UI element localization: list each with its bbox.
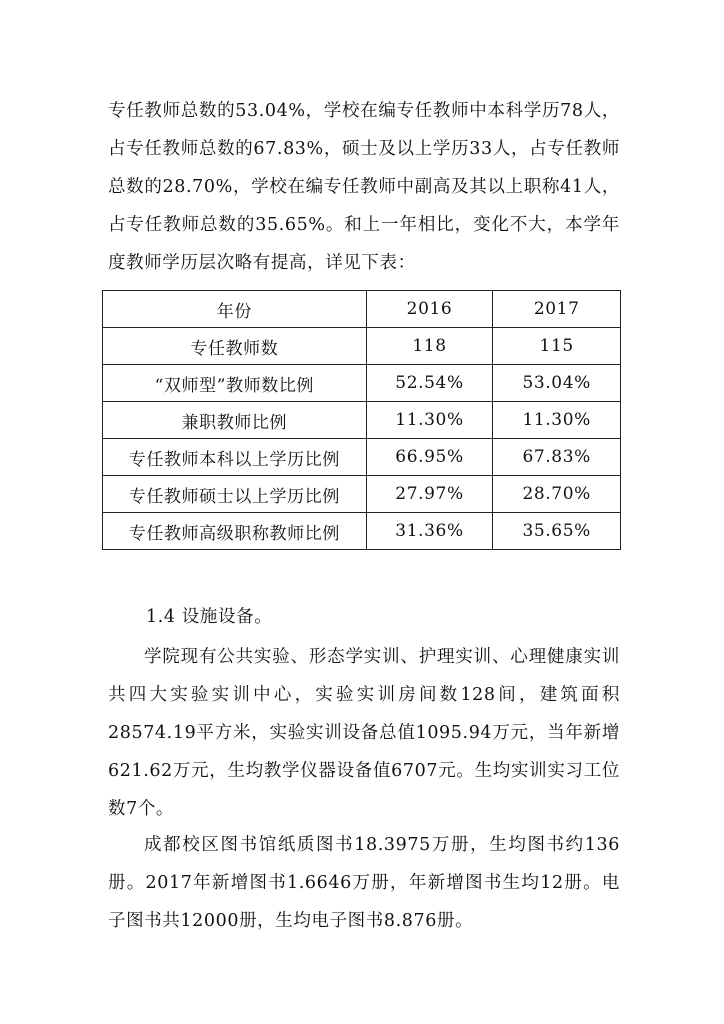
intro-paragraph: 专任教师总数的53.04%，学校在编专任教师中本科学历78人，占专任教师总数的67.83%，硕士及以上学历33人，占专任教师总数的28.70%，学校在编专任教师中副高及其以上职称41人，占专任教师总数的35.65%。和上一年相比，变化不大，本学年度教师学历层次略有提高，详见下表： xyxy=(108,101,620,273)
table-cell: 53.04% xyxy=(493,365,621,402)
table-cell: 118 xyxy=(366,328,493,365)
table-header-row xyxy=(103,291,621,328)
table-row xyxy=(103,439,621,476)
table-cell: 52.54% xyxy=(366,365,493,402)
table-cell: 专任教师高级职称教师比例 xyxy=(103,513,367,550)
table-header-cell: 2017 xyxy=(493,291,621,328)
section-heading: 1.4 设施设备。 xyxy=(146,607,273,627)
facilities-paragraph: 学院现有公共实验、形态学实训、护理实训、心理健康实训共四大实验实训中心，实验实训房间数128间，建筑面积28574.19平方米，实验实训设备总值1095.94万元，当年新增621.62万元，生均教学仪器设备值6707元。生均实训实习工位数7个。 xyxy=(108,647,620,819)
table-cell: 115 xyxy=(493,328,621,365)
table-cell: 66.95% xyxy=(366,439,493,476)
table-header-cell: 2016 xyxy=(366,291,493,328)
table-cell: 35.65% xyxy=(493,513,621,550)
library-paragraph: 成都校区图书馆纸质图书18.3975万册，生均图书约136册。2017年新增图书1.6646万册，年新增图书生均12册。电子图书共12000册，生均电子图书8.876册。 xyxy=(108,835,620,931)
table-cell: 专任教师数 xyxy=(103,328,367,365)
table-row xyxy=(103,328,621,365)
table-cell: 31.36% xyxy=(366,513,493,550)
table-row xyxy=(103,402,621,439)
table-cell: 11.30% xyxy=(366,402,493,439)
table-header-cell: 年份 xyxy=(103,291,367,328)
table-row xyxy=(103,365,621,402)
table-cell: 27.97% xyxy=(366,476,493,513)
teacher-stats-table xyxy=(102,290,621,550)
table-cell: “双师型”教师数比例 xyxy=(103,365,367,402)
table-row xyxy=(103,513,621,550)
table-cell: 28.70% xyxy=(493,476,621,513)
table-cell: 兼职教师比例 xyxy=(103,402,367,439)
table-cell: 专任教师硕士以上学历比例 xyxy=(103,476,367,513)
table-cell: 67.83% xyxy=(493,439,621,476)
table-cell: 11.30% xyxy=(493,402,621,439)
table-row xyxy=(103,476,621,513)
table-cell: 专任教师本科以上学历比例 xyxy=(103,439,367,476)
